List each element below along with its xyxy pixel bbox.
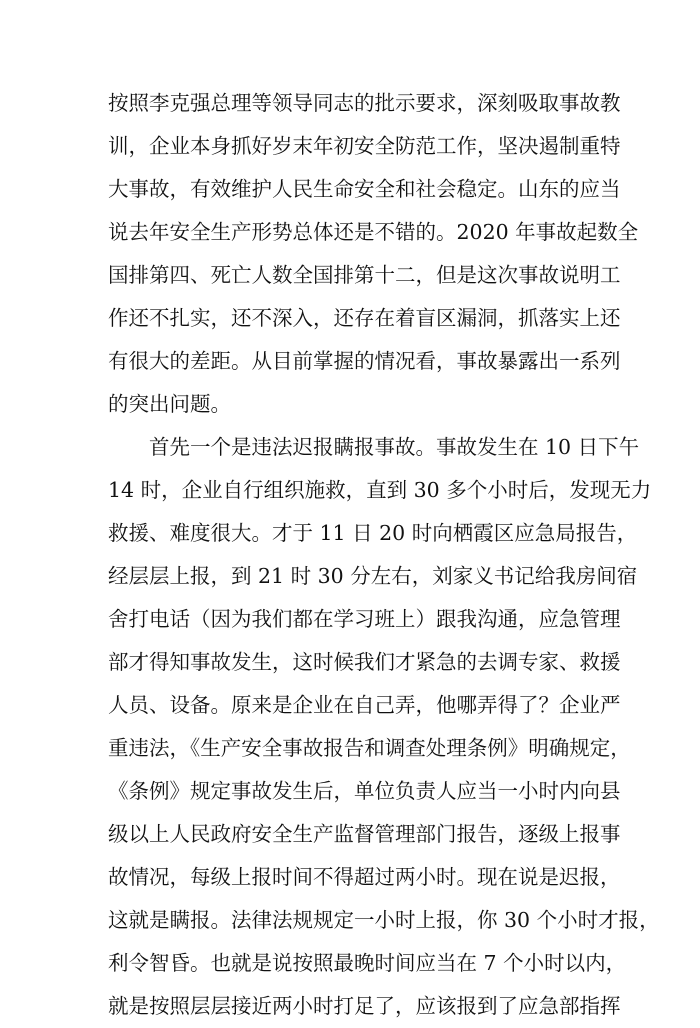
text-line: 部才得知事故发生，这时候我们才紧急的去调专家、救援 xyxy=(108,650,621,674)
text-line: 就是按照层层接近两小时打足了，应该报到了应急部指挥 xyxy=(108,994,621,1018)
text-line: 首先一个是违法迟报瞒报事故。事故发生在 10 日下午 xyxy=(149,435,640,459)
text-line: 有很大的差距。从目前掌握的情况看，事故暴露出一系列 xyxy=(108,349,621,373)
text-line: 的突出问题。 xyxy=(108,392,231,416)
text-line: 说去年安全生产形势总体还是不错的。2020 年事故起数全 xyxy=(108,220,639,244)
text-line: 按照李克强总理等领导同志的批示要求，深刻吸取事故教 xyxy=(108,91,621,115)
text-line: 救援、难度很大。才于 11 日 20 时向栖霞区应急局报告， xyxy=(108,521,638,545)
text-line: 经层层上报，到 21 时 30 分左右，刘家义书记给我房间宿 xyxy=(108,564,638,588)
text-line: 这就是瞒报。法律法规规定一小时上报，你 30 个小时才报， xyxy=(108,908,660,932)
text-line: 重违法，《生产安全事故报告和调查处理条例》明确规定， xyxy=(108,736,631,760)
text-line: 舍打电话（因为我们都在学习班上）跟我沟通，应急管理 xyxy=(108,607,621,631)
text-line: 作还不扎实，还不深入，还存在着盲区漏洞，抓落实上还 xyxy=(108,306,621,330)
text-line: 大事故，有效维护人民生命安全和社会稳定。山东的应当 xyxy=(108,177,621,201)
text-line: 《条例》规定事故发生后，单位负责人应当一小时内向县 xyxy=(108,779,621,803)
text-line: 故情况，每级上报时间不得超过两小时。现在说是迟报， xyxy=(108,865,621,889)
text-line: 人员、设备。原来是企业在自己弄，他哪弄得了？企业严 xyxy=(108,693,621,717)
body-text xyxy=(108,82,660,1028)
text-line: 训，企业本身抓好岁末年初安全防范工作，坚决遏制重特 xyxy=(108,134,621,158)
text-line: 国排第四、死亡人数全国排第十二，但是这次事故说明工 xyxy=(108,263,621,287)
text-line: 利令智昏。也就是说按照最晚时间应当在 7 个小时以内， xyxy=(108,951,627,975)
text-line: 14 时，企业自行组织施救，直到 30 多个小时后，发现无力 xyxy=(108,478,652,502)
text-line: 级以上人民政府安全生产监督管理部门报告，逐级上报事 xyxy=(108,822,621,846)
